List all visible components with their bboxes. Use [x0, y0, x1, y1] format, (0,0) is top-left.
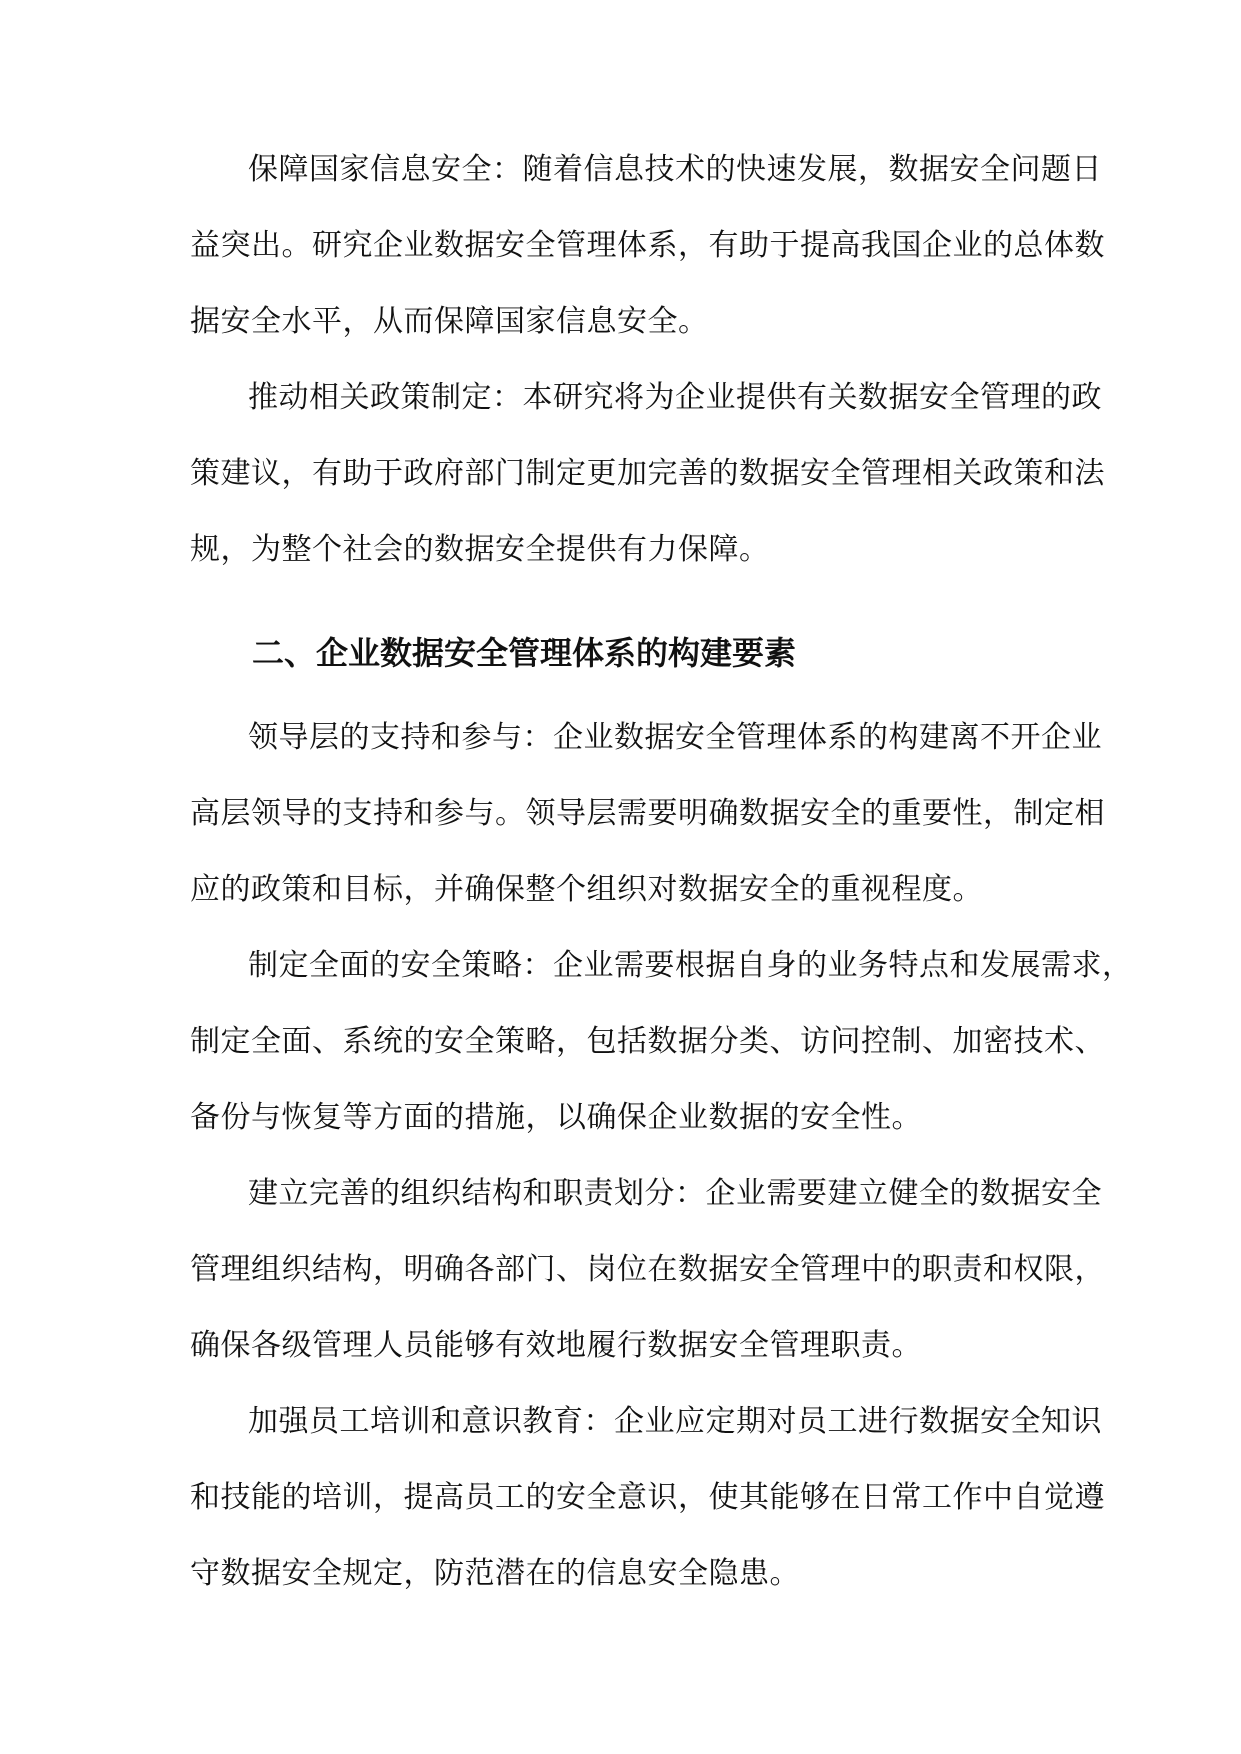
paragraph-line: 领导层的支持和参与：企业数据安全管理体系的构建离不开企业 [248, 720, 1102, 755]
paragraph-line: 益突出。研究企业数据安全管理体系，有助于提高我国企业的总体数 [190, 228, 1105, 263]
paragraph-line: 制定全面的安全策略：企业需要根据自身的业务特点和发展需求， [248, 948, 1133, 983]
paragraph-line: 据安全水平，从而保障国家信息安全。 [190, 304, 709, 339]
paragraph-line: 和技能的培训，提高员工的安全意识，使其能够在日常工作中自觉遵 [190, 1480, 1105, 1515]
paragraph-line: 应的政策和目标，并确保整个组织对数据安全的重视程度。 [190, 872, 983, 907]
paragraph-line: 建立完善的组织结构和职责划分：企业需要建立健全的数据安全 [248, 1176, 1102, 1211]
paragraph-line: 确保各级管理人员能够有效地履行数据安全管理职责。 [190, 1328, 922, 1363]
paragraph-line: 加强员工培训和意识教育：企业应定期对员工进行数据安全知识 [248, 1404, 1102, 1439]
paragraph-line: 备份与恢复等方面的措施，以确保企业数据的安全性。 [190, 1100, 922, 1135]
paragraph-line: 保障国家信息安全：随着信息技术的快速发展，数据安全问题日 [248, 152, 1102, 187]
paragraph-line: 高层领导的支持和参与。领导层需要明确数据安全的重要性，制定相 [190, 796, 1105, 831]
section-heading: 二、企业数据安全管理体系的构建要素 [252, 634, 797, 672]
paragraph-line: 制定全面、系统的安全策略，包括数据分类、访问控制、加密技术、 [190, 1024, 1105, 1059]
paragraph-line: 推动相关政策制定：本研究将为企业提供有关数据安全管理的政 [248, 380, 1102, 415]
paragraph-line: 规，为整个社会的数据安全提供有力保障。 [190, 532, 770, 567]
paragraph-line: 策建议，有助于政府部门制定更加完善的数据安全管理相关政策和法 [190, 456, 1105, 491]
paragraph-line: 管理组织结构，明确各部门、岗位在数据安全管理中的职责和权限， [190, 1252, 1105, 1287]
paragraph-line: 守数据安全规定，防范潜在的信息安全隐患。 [190, 1556, 800, 1591]
